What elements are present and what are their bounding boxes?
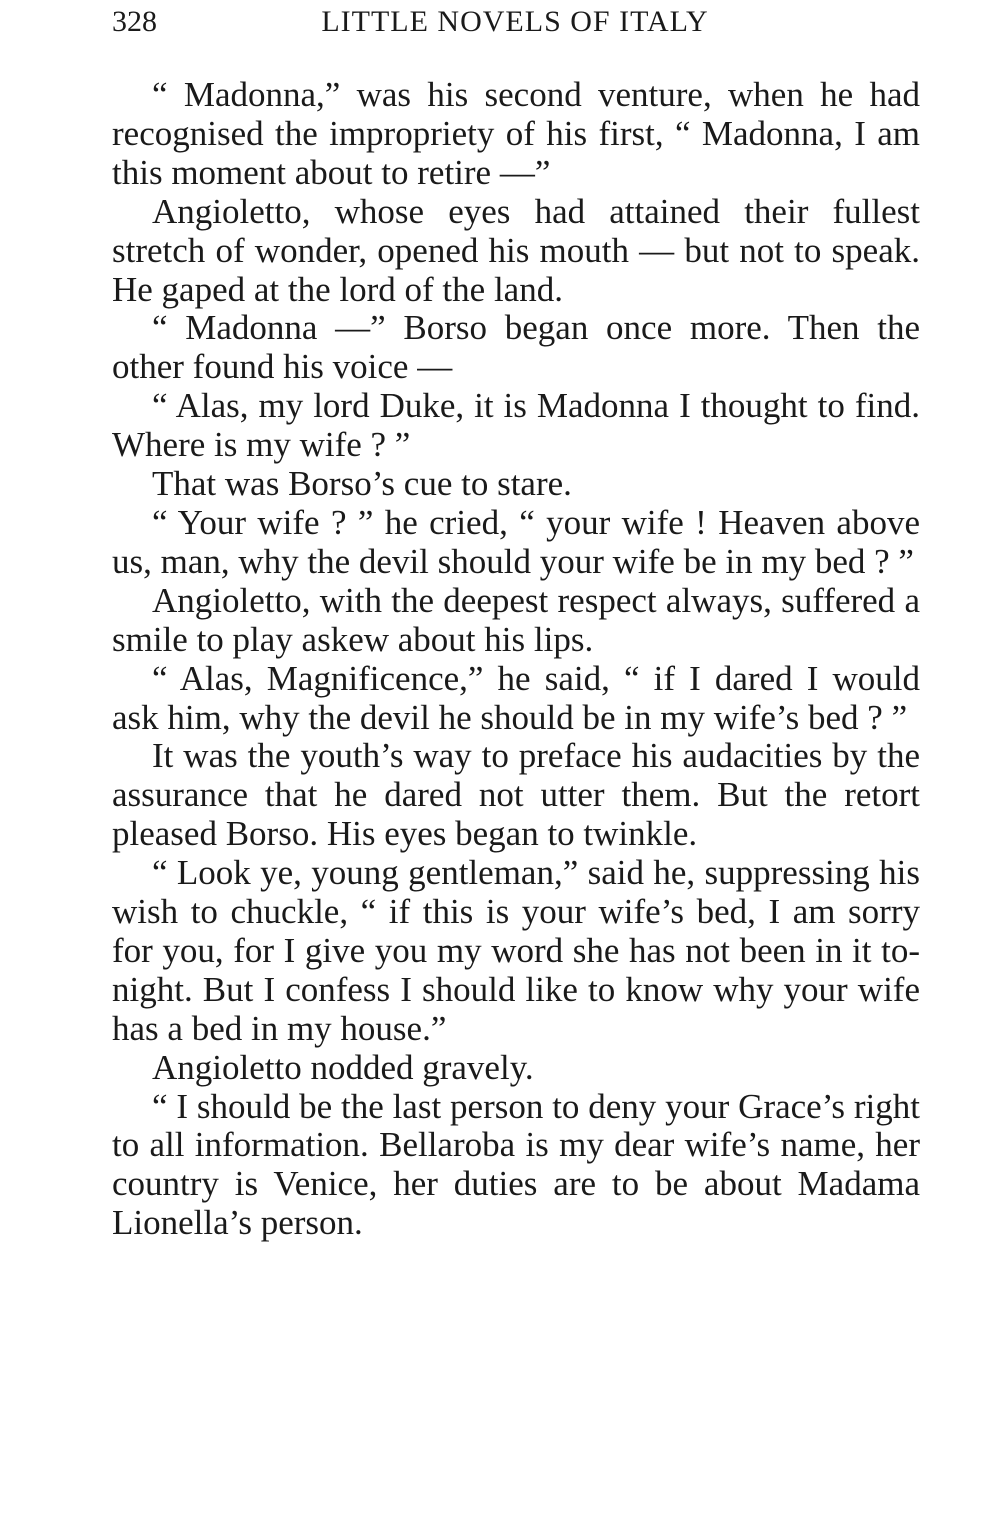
paragraph: “ Alas, Magnificence,” he said, “ if I dared I would ask him, why the devil he should be in my wife’s bed ? ” [112, 658, 920, 737]
running-head [112, 2, 918, 42]
paragraph: Angioletto nodded gravely. [152, 1047, 534, 1087]
paragraph: “ Madonna —” Borso began once more. Then the other found his voice — [112, 308, 920, 387]
paragraph: Angioletto, with the deepest respect always, suffered a smile to play askew about his lips. [112, 580, 920, 659]
paragraph: “ Look ye, young gentleman,” said he, suppressing his wish to chuckle, “ if this is your wife’s bed, I am sorry for you, for I give you my word she has not been in it to-night. But I confess I should like to know why your wife has a bed in my house.” [112, 853, 920, 1048]
body-text [112, 76, 920, 1243]
paragraph: That was Borso’s cue to stare. [152, 464, 572, 504]
page-number: 328 [112, 5, 157, 38]
running-title: LITTLE NOVELS OF ITALY [321, 5, 709, 38]
paragraph: Angioletto, whose eyes had attained their fullest stretch of wonder, opened his mouth — but not to speak. He gaped at the lord of the land. [112, 191, 920, 309]
paragraph: “ Alas, my lord Duke, it is Madonna I thought to find. Where is my wife ? ” [112, 386, 920, 465]
paragraph: “ Your wife ? ” he cried, “ your wife ! Heaven above us, man, why the devil should your wife be in my bed ? ” [112, 502, 920, 581]
paragraph: “ Madonna,” was his second venture, when he had recognised the impropriety of his first, “ Madonna, I am this moment about to retire —” [112, 75, 920, 192]
paragraph: “ I should be the last person to deny your Grace’s right to all information. Bellaroba is my dear wife’s name, her country is Venice, her duties are to be about Madama Lionella’s person. [112, 1086, 920, 1243]
paragraph: It was the youth’s way to preface his audacities by the assurance that he dared not utter them. But the retort pleased Borso. His eyes began to twinkle. [112, 736, 920, 854]
